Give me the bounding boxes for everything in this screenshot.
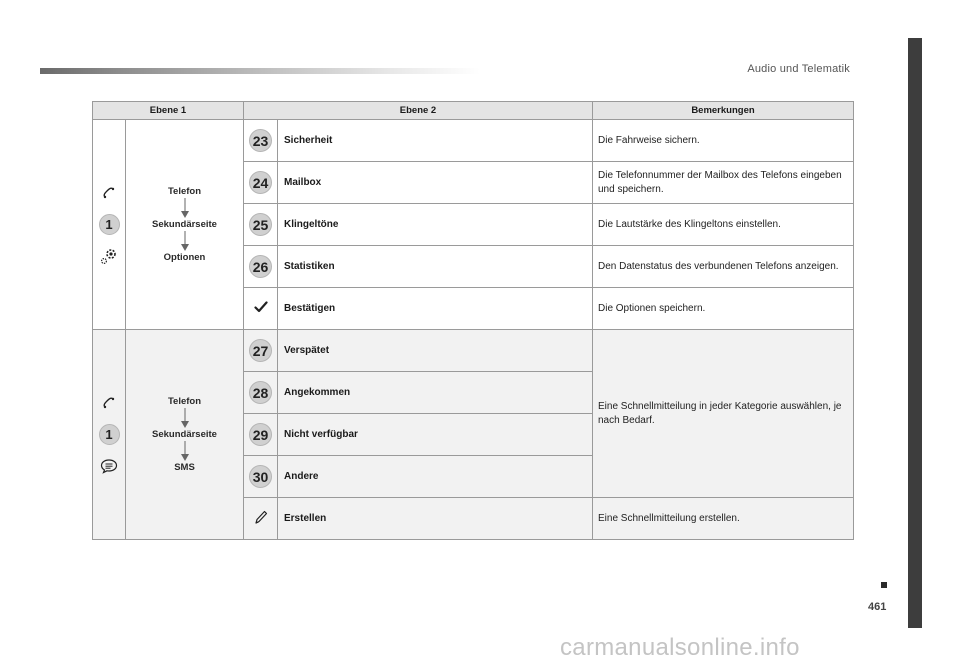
item-label: Statistiken (278, 246, 593, 288)
item-remark: Die Fahrweise sichern. (593, 120, 854, 162)
watermark: carmanualsonline.info (560, 634, 800, 661)
item-label: Verspätet (278, 330, 593, 372)
arrow-down-icon (180, 197, 190, 219)
item-badge: 28 (249, 381, 272, 404)
pencil-icon (254, 509, 268, 525)
path-step: Telefon (167, 186, 202, 197)
item-label: Nicht verfügbar (278, 414, 593, 456)
arrow-down-icon (180, 230, 190, 252)
page-number: 461 (868, 601, 887, 613)
item-label: Sicherheit (278, 120, 593, 162)
level1-badge: 1 (99, 214, 120, 235)
level1-icons-cell (93, 330, 126, 540)
header-gradient-bar (40, 68, 480, 74)
header-remarks: Bemerkungen (593, 102, 854, 120)
table-header-row (93, 102, 854, 120)
item-remark: Die Lautstärke des Klingeltons einstellen. (593, 204, 854, 246)
shared-remark: Eine Schnellmitteilung in jeder Kategorie auswählen, je nach Bedarf. (593, 330, 854, 498)
item-label: Bestätigen (278, 288, 593, 330)
level1-path-cell (126, 120, 244, 330)
item-badge: 23 (249, 129, 272, 152)
path-step: Telefon (167, 396, 202, 407)
table-row (93, 120, 854, 162)
phone-icon (99, 183, 119, 203)
phone-icon (99, 393, 119, 413)
item-remark: Die Telefonnummer der Mailbox des Telefons eingeben und speichern. (593, 162, 854, 204)
level1-icons-cell (93, 120, 126, 330)
path-step: Sekundärseite (152, 429, 217, 440)
item-label: Klingeltöne (278, 204, 593, 246)
item-label: Andere (278, 456, 593, 498)
checkmark-icon (254, 301, 268, 313)
item-label: Mailbox (278, 162, 593, 204)
chapter-side-bar (908, 38, 922, 628)
page-marker (881, 582, 887, 588)
arrow-down-icon (180, 440, 190, 462)
sms-bubble-icon (99, 456, 119, 476)
menu-table (92, 101, 854, 540)
table-row (93, 330, 854, 372)
item-label: Angekommen (278, 372, 593, 414)
header-level1: Ebene 1 (93, 102, 244, 120)
section-title: Audio und Telematik (747, 63, 850, 75)
item-badge: 25 (249, 213, 272, 236)
item-badge: 30 (249, 465, 272, 488)
arrow-down-icon (180, 407, 190, 429)
level1-badge: 1 (99, 424, 120, 445)
path-step: SMS (174, 462, 195, 473)
item-remark: Eine Schnellmitteilung erstellen. (593, 498, 854, 540)
item-label: Erstellen (278, 498, 593, 540)
path-step: Optionen (163, 252, 206, 263)
path-step: Sekundärseite (152, 219, 217, 230)
item-remark: Die Optionen speichern. (593, 288, 854, 330)
item-remark: Den Datenstatus des verbundenen Telefons anzeigen. (593, 246, 854, 288)
item-badge: 29 (249, 423, 272, 446)
settings-gear-icon (99, 246, 119, 266)
item-badge: 27 (249, 339, 272, 362)
level1-path-cell (126, 330, 244, 540)
header-level2: Ebene 2 (244, 102, 593, 120)
item-badge: 26 (249, 255, 272, 278)
item-badge: 24 (249, 171, 272, 194)
